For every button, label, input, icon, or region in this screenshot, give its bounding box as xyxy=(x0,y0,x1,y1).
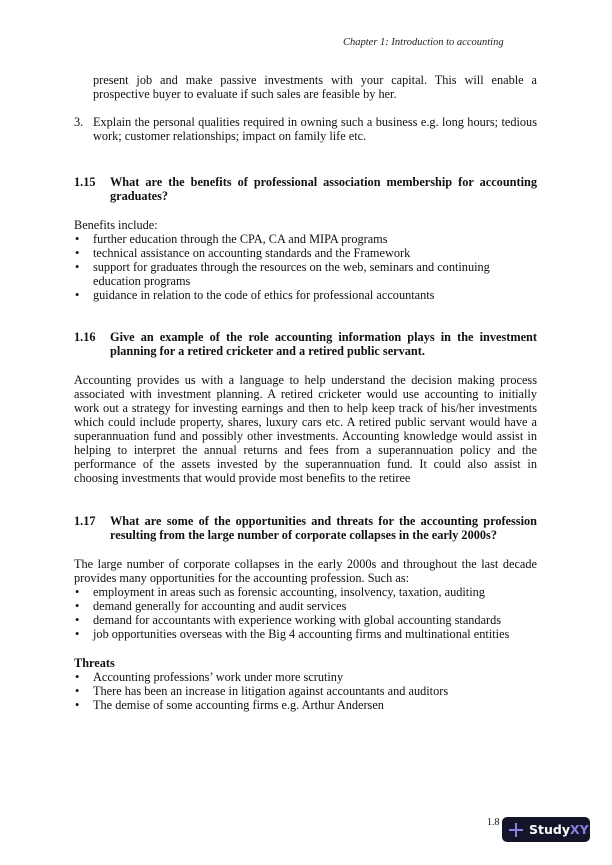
section-title: What are the benefits of professional association membership for accounting graduates? xyxy=(110,175,537,203)
section-body: Accounting provides us with a language to help understand the decision making process associated with investment planning. A retired cricketer would use accounting to initially work out a strategy for investing earnings and then to help keep track of his/her investments which could include property, shares, luxury cars etc. A retired public servant would have a superannuation fund and possibly other investments. Accounting knowledge would assist in helping to interpret the annual returns and fees from a superannuation policy and the performance of the assets invested by the superannuation fund. It could also assist in choosing investments that would provide most benefits to the retiree xyxy=(74,373,537,485)
section-number: 1.17 xyxy=(74,514,96,528)
section-heading-1-16 xyxy=(74,330,537,358)
page-number: 1.8 xyxy=(487,817,500,828)
brand-name-part1: Study xyxy=(529,822,570,837)
section-title: What are some of the opportunities and threats for the accounting profession resulting from the large number of corporate collapses in the early 2000s? xyxy=(110,514,537,542)
list-item: • demand for accountants with experience working with global accounting standards xyxy=(75,613,502,627)
bullet-icon: • xyxy=(75,232,80,246)
bullet-icon: • xyxy=(75,585,80,599)
bullet-icon: • xyxy=(75,260,80,274)
brand-name-part2: XY xyxy=(569,822,589,837)
section-title: Give an example of the role accounting information plays in the investment planning for a retired cricketer and a retired public servant. xyxy=(110,330,537,358)
item-text: Explain the personal qualities required in owning such a business e.g. long hours; tedious work; customer relationships; impact on family life etc. xyxy=(93,115,537,143)
threats-heading: Threats xyxy=(74,656,115,670)
opportunities-lead: The large number of corporate collapses in the early 2000s and throughout the last decade provides many opportunities for the accounting profession. Such as: xyxy=(74,557,537,585)
bullet-icon: • xyxy=(75,246,80,260)
item-number: 3. xyxy=(74,115,84,129)
bullet-icon: • xyxy=(75,684,80,698)
bullet-icon: • xyxy=(75,288,80,302)
bullet-icon: • xyxy=(75,627,80,641)
bullet-icon: • xyxy=(75,698,80,712)
numbered-item-3 xyxy=(74,115,537,143)
running-header: Chapter 1: Introduction to accounting xyxy=(343,37,504,48)
bullet-icon: • xyxy=(75,599,80,613)
list-item: • demand generally for accounting and audit services xyxy=(75,599,347,613)
section-heading-1-17 xyxy=(74,514,537,542)
list-item: • job opportunities overseas with the Big 4 accounting firms and multinational entities xyxy=(75,627,510,641)
benefits-list xyxy=(74,232,537,302)
list-item: • employment in areas such as forensic accounting, insolvency, taxation, auditing xyxy=(75,585,485,599)
studyxy-logo-badge[interactable] xyxy=(502,817,590,842)
continued-text-line-2: prospective buyer to evaluate if such sales are feasible by her. xyxy=(93,87,397,101)
plus-icon xyxy=(509,823,523,837)
threats-list xyxy=(74,670,537,712)
list-item: • technical assistance on accounting standards and the Framework xyxy=(75,246,411,260)
list-item: • guidance in relation to the code of ethics for professional accountants xyxy=(75,288,435,302)
bullet-icon: • xyxy=(75,613,80,627)
list-item: • There has been an increase in litigation against accountants and auditors xyxy=(75,684,449,698)
bullet-icon: • xyxy=(75,670,80,684)
list-item: • support for graduates through the resources on the web, seminars and continuing education programs xyxy=(75,260,490,288)
list-item: • The demise of some accounting firms e.g. Arthur Andersen xyxy=(75,698,384,712)
list-item: • Accounting professions’ work under more scrutiny xyxy=(75,670,344,684)
opportunities-list xyxy=(74,585,537,641)
section-number: 1.16 xyxy=(74,330,96,344)
section-heading-1-15 xyxy=(74,175,537,203)
list-item: • further education through the CPA, CA and MIPA programs xyxy=(75,232,388,246)
section-number: 1.15 xyxy=(74,175,96,189)
continued-text-line-1: present job and make passive investments with your capital. This will enable a xyxy=(93,73,537,87)
benefits-lead: Benefits include: xyxy=(74,218,158,232)
